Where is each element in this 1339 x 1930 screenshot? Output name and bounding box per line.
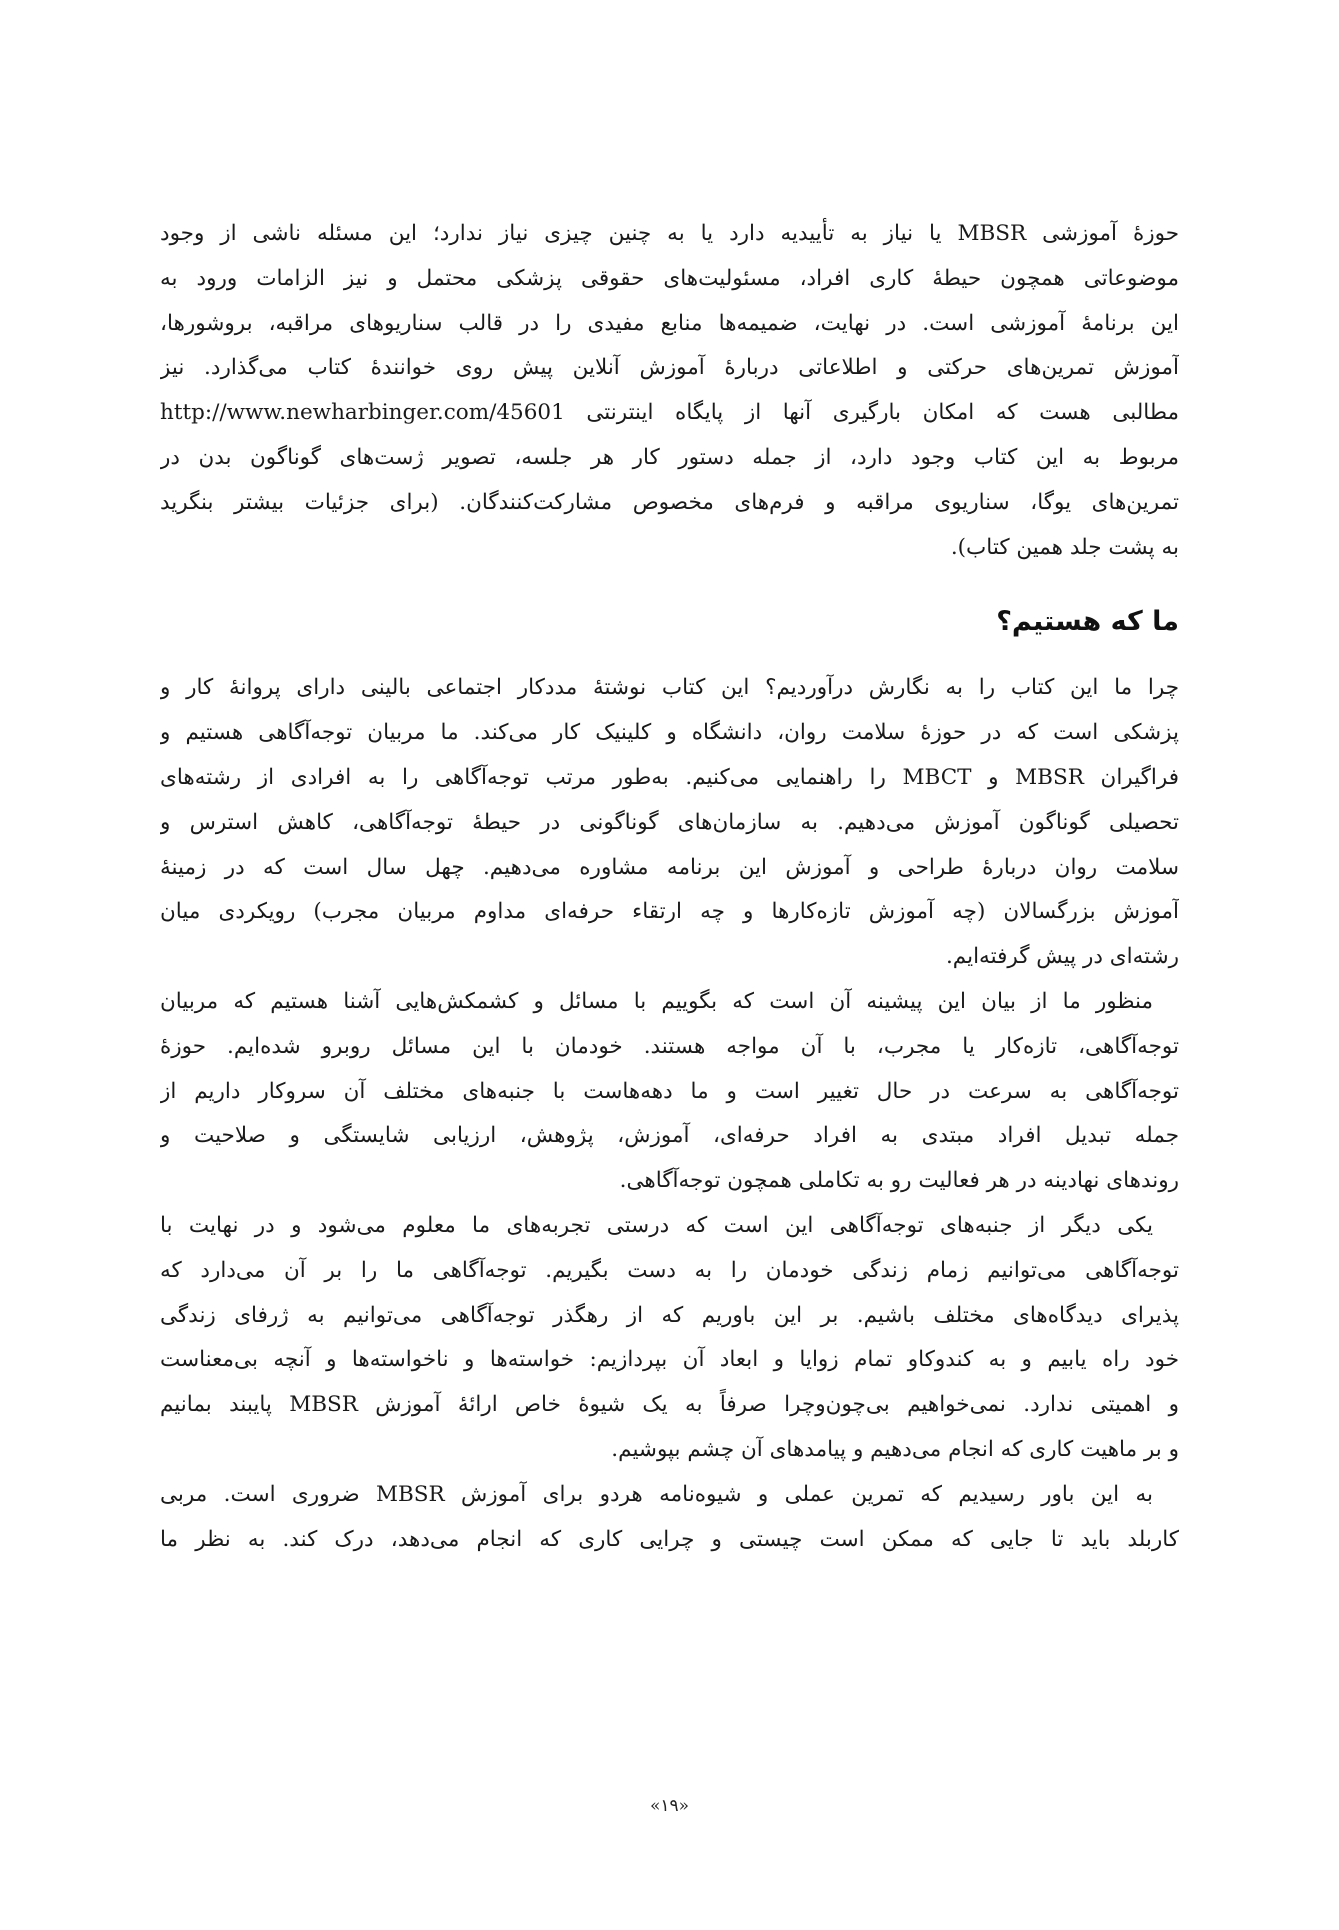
- paragraph-intro: [160, 212, 1179, 570]
- paragraph-who-we-are: [160, 666, 1179, 980]
- text-line: خود راه یابیم و به کندوکاو تمام زوایا و ابعاد آن بپردازیم: خواسته‌ها و ناخواسته‌ها و آنچه بی‌معناست: [160, 1347, 1179, 1373]
- page-number: «۱۹»: [649, 1796, 690, 1816]
- text-line: مربوط به این کتاب وجود دارد، از جمله دستور کار هر جلسه، تصویر ژست‌های گوناگون بدن در: [160, 444, 1179, 470]
- text-line: توجه‌آگاهی به سرعت در حال تغییر است و ما دهه‌هاست با جنبه‌های مختلف آن سروکار داریم از: [160, 1078, 1179, 1104]
- text-line: جمله تبدیل افراد مبتدی به افراد حرفه‌ای، آموزش، پژوهش، ارزیابی شایستگی و صلاحیت و: [160, 1123, 1179, 1149]
- paragraph-aspects: [160, 1204, 1179, 1473]
- text-line: توجه‌آگاهی می‌توانیم زمام زندگی خودمان را به دست بگیریم. توجه‌آگاهی ما را بر آن می‌دارد که: [160, 1257, 1179, 1283]
- text-line: و اهمیتی ندارد. نمی‌خواهیم بی‌چون‌وچرا صرفاً به یک شیوهٔ خاص ارائهٔ آموزش MBSR پایبند بمانیم: [160, 1392, 1179, 1418]
- text-line: توجه‌آگاهی، تازه‌کار یا مجرب، با آن مواجه هستند. خودمان با این مسائل روبرو شده‌ایم. حوزهٔ: [160, 1033, 1179, 1059]
- text-line: چرا ما این کتاب را به نگارش درآوردیم؟ این کتاب نوشتهٔ مددکار اجتماعی بالینی دارای پروانهٔ کار و: [160, 675, 1179, 701]
- text-line: پزشکی است که در حوزهٔ سلامت روان، دانشگاه و کلینیک کار می‌کند. ما مربیان توجه‌آگاهی هستیم و: [160, 720, 1179, 746]
- text-line: به این باور رسیدیم که تمرین عملی و شیوه‌نامه هردو برای آموزش MBSR ضروری است. مربی: [160, 1481, 1153, 1507]
- text-line: تحصیلی گوناگون آموزش می‌دهیم. به سازمان‌های گوناگونی در حیطهٔ توجه‌آگاهی، کاهش استرس و: [160, 809, 1179, 835]
- text-line: پذیرای دیدگاه‌های مختلف باشیم. بر این باوریم که از رهگذر توجه‌آگاهی می‌توانیم به ژرفای زندگی: [160, 1302, 1179, 1328]
- text-line: رشته‌ای در پیش گرفته‌ایم.: [945, 944, 1179, 970]
- text-line: منظور ما از بیان این پیشینه آن است که بگوییم با مسائل و کشمکش‌هایی آشنا هستیم که مربیان: [160, 988, 1153, 1014]
- text-line: موضوعاتی همچون حیطهٔ کاری افراد، مسئولیت‌های حقوقی پزشکی محتمل و نیز الزامات ورود به: [160, 265, 1179, 291]
- text-line: تمرین‌های یوگا، سناریوی مراقبه و فرم‌های مخصوص مشارکت‌کنندگان. (برای جزئیات بیشتر بنگرید: [160, 489, 1179, 515]
- text-line: این برنامهٔ آموزشی است. در نهایت، ضمیمه‌ها منابع مفیدی را در قالب سناریوهای مراقبه، بروشورها،: [160, 310, 1179, 336]
- text-line: به پشت جلد همین کتاب).: [950, 534, 1179, 560]
- text-line: آموزش تمرین‌های حرکتی و اطلاعاتی دربارهٔ آموزش آنلاین پیش روی خوانندهٔ کتاب می‌گذارد. نیز: [160, 355, 1179, 381]
- text-line: و بر ماهیت کاری که انجام می‌دهیم و پیامدهای آن چشم بپوشیم.: [611, 1436, 1179, 1462]
- text-line: حوزهٔ آموزشی MBSR یا نیاز به تأییدیه دارد یا به چنین چیزی نیاز ندارد؛ این مسئله ناشی از وجود: [160, 221, 1179, 246]
- text-line: مطالبی هست که امکان بارگیری آنها از پایگاه اینترنتی http://www.newharbinger.com/45601: [160, 400, 1179, 426]
- text-line: روندهای نهادینه در هر فعالیت رو به تکاملی همچون توجه‌آگاهی.: [619, 1168, 1179, 1194]
- text-line: آموزش بزرگسالان (چه آموزش تازه‌کارها و چه ارتقاء حرفه‌ای مداوم مربیان مجرب) رویکردی میان: [160, 899, 1179, 925]
- paragraph-belief: [160, 1473, 1179, 1563]
- section-heading: ما که هستیم؟: [996, 606, 1179, 638]
- text-line: یکی دیگر از جنبه‌های توجه‌آگاهی این است که درستی تجربه‌های ما معلوم می‌شود و در نهایت با: [160, 1212, 1153, 1238]
- text-line: سلامت روان دربارهٔ طراحی و آموزش این برنامه مشاوره می‌دهیم. چهل سال است که در زمینهٔ: [160, 854, 1179, 880]
- text-line: کاربلد باید تا جایی که ممکن است چیستی و چرایی کاری که انجام می‌دهد، درک کند. به نظر ما: [160, 1526, 1179, 1552]
- paragraph-purpose: [160, 980, 1179, 1204]
- page-body: [160, 212, 1179, 1562]
- text-line: فراگیران MBSR و MBCT را راهنمایی می‌کنیم. به‌طور مرتب توجه‌آگاهی را به افرادی از رشته‌های: [160, 764, 1179, 790]
